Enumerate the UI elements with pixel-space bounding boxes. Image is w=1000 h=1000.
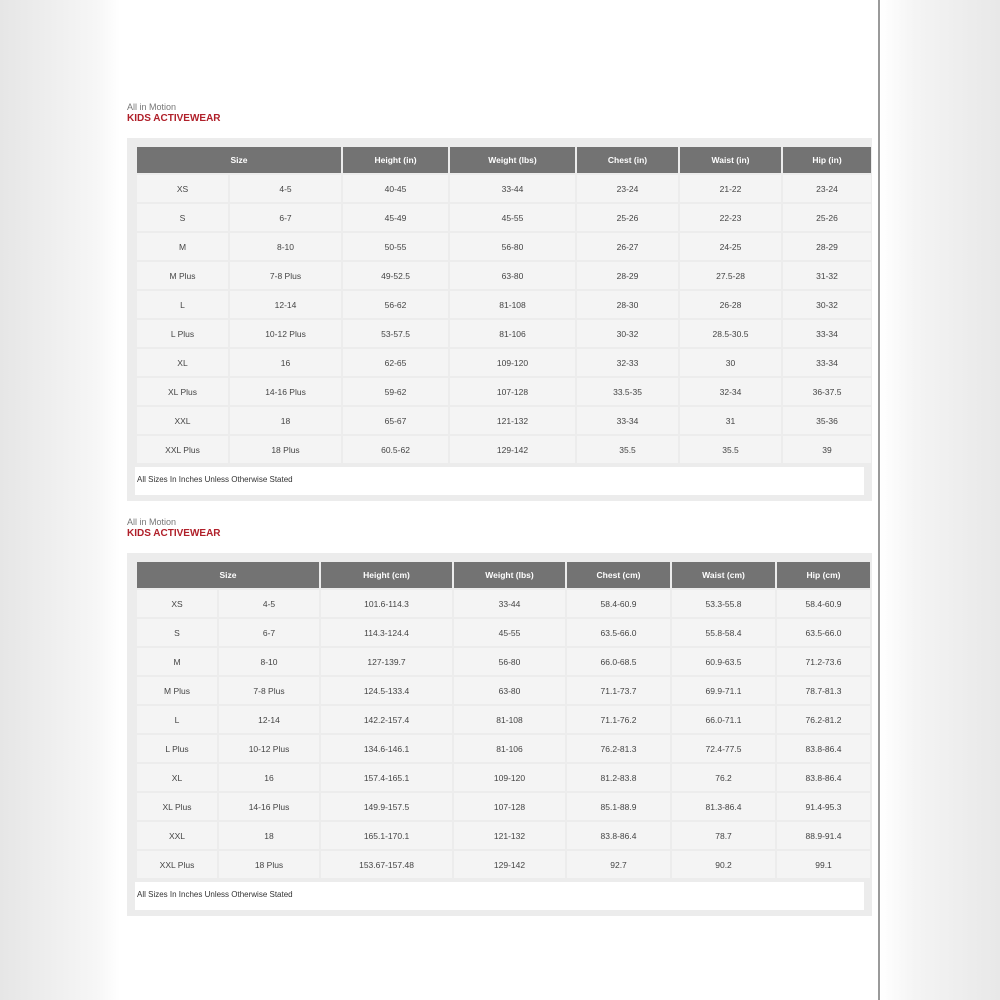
cell-waist: 69.9-71.1 bbox=[672, 677, 775, 704]
cell-size: XXL bbox=[137, 822, 217, 849]
cell-waist: 90.2 bbox=[672, 851, 775, 878]
cell-weight: 81-106 bbox=[450, 320, 575, 347]
cell-hip: 33-34 bbox=[783, 320, 871, 347]
cell-weight: 56-80 bbox=[450, 233, 575, 260]
size-chart-centimeters bbox=[127, 517, 872, 916]
cell-waist: 22-23 bbox=[680, 204, 781, 231]
cell-hip: 31-32 bbox=[783, 262, 871, 289]
cell-waist: 28.5-30.5 bbox=[680, 320, 781, 347]
cell-waist: 31 bbox=[680, 407, 781, 434]
cell-hip: 76.2-81.2 bbox=[777, 706, 870, 733]
cell-weight: 109-120 bbox=[450, 349, 575, 376]
cell-age: 8-10 bbox=[230, 233, 341, 260]
cell-weight: 45-55 bbox=[454, 619, 565, 646]
table-row bbox=[137, 822, 870, 849]
cell-chest: 28-29 bbox=[577, 262, 678, 289]
cell-size: M bbox=[137, 233, 228, 260]
cell-height: 53-57.5 bbox=[343, 320, 448, 347]
size-table-panel bbox=[127, 553, 872, 916]
cell-weight: 33-44 bbox=[454, 590, 565, 617]
header-size: Size bbox=[137, 147, 341, 173]
cell-age: 10-12 Plus bbox=[230, 320, 341, 347]
cell-size: M Plus bbox=[137, 677, 217, 704]
cell-hip: 71.2-73.6 bbox=[777, 648, 870, 675]
cell-waist: 27.5-28 bbox=[680, 262, 781, 289]
cell-waist: 66.0-71.1 bbox=[672, 706, 775, 733]
brand-name: All in Motion bbox=[127, 102, 177, 112]
cell-chest: 85.1-88.9 bbox=[567, 793, 670, 820]
cell-size: M bbox=[137, 648, 217, 675]
table-row bbox=[137, 175, 871, 202]
page-edge-divider bbox=[878, 0, 880, 1000]
cell-age: 18 bbox=[230, 407, 341, 434]
cell-waist: 81.3-86.4 bbox=[672, 793, 775, 820]
cell-hip: 83.8-86.4 bbox=[777, 735, 870, 762]
table-row bbox=[137, 590, 870, 617]
cell-chest: 66.0-68.5 bbox=[567, 648, 670, 675]
header-weight: Weight (lbs) bbox=[450, 147, 575, 173]
cell-chest: 83.8-86.4 bbox=[567, 822, 670, 849]
cell-chest: 33-34 bbox=[577, 407, 678, 434]
table-row bbox=[137, 378, 871, 405]
header-chest: Chest (in) bbox=[577, 147, 678, 173]
size-table-panel bbox=[127, 138, 872, 501]
cell-weight: 81-108 bbox=[450, 291, 575, 318]
cell-waist: 32-34 bbox=[680, 378, 781, 405]
cell-chest: 32-33 bbox=[577, 349, 678, 376]
cell-hip: 58.4-60.9 bbox=[777, 590, 870, 617]
cell-weight: 81-106 bbox=[454, 735, 565, 762]
table-row bbox=[137, 851, 870, 878]
cell-hip: 28-29 bbox=[783, 233, 871, 260]
cell-size: XL Plus bbox=[137, 793, 217, 820]
cell-size: XS bbox=[137, 590, 217, 617]
cell-height: 60.5-62 bbox=[343, 436, 448, 463]
header-hip: Hip (in) bbox=[783, 147, 871, 173]
cell-age: 14-16 Plus bbox=[219, 793, 319, 820]
cell-size: L bbox=[137, 706, 217, 733]
cell-chest: 35.5 bbox=[577, 436, 678, 463]
cell-chest: 71.1-73.7 bbox=[567, 677, 670, 704]
cell-chest: 25-26 bbox=[577, 204, 678, 231]
cell-waist: 30 bbox=[680, 349, 781, 376]
cell-hip: 39 bbox=[783, 436, 871, 463]
cell-chest: 23-24 bbox=[577, 175, 678, 202]
size-table bbox=[135, 145, 873, 465]
table-row bbox=[137, 320, 871, 347]
cell-age: 4-5 bbox=[230, 175, 341, 202]
cell-age: 10-12 Plus bbox=[219, 735, 319, 762]
cell-size: XS bbox=[137, 175, 228, 202]
cell-hip: 99.1 bbox=[777, 851, 870, 878]
cell-chest: 33.5-35 bbox=[577, 378, 678, 405]
cell-height: 157.4-165.1 bbox=[321, 764, 452, 791]
cell-age: 12-14 bbox=[230, 291, 341, 318]
table-row bbox=[137, 349, 871, 376]
cell-chest: 26-27 bbox=[577, 233, 678, 260]
cell-weight: 107-128 bbox=[454, 793, 565, 820]
cell-waist: 21-22 bbox=[680, 175, 781, 202]
cell-height: 62-65 bbox=[343, 349, 448, 376]
table-footnote: All Sizes In Inches Unless Otherwise Stated bbox=[135, 882, 864, 910]
cell-weight: 81-108 bbox=[454, 706, 565, 733]
cell-weight: 129-142 bbox=[454, 851, 565, 878]
table-row bbox=[137, 648, 870, 675]
cell-hip: 23-24 bbox=[783, 175, 871, 202]
brand-name: All in Motion bbox=[127, 517, 177, 527]
header-height: Height (cm) bbox=[321, 562, 452, 588]
header-weight: Weight (lbs) bbox=[454, 562, 565, 588]
table-row bbox=[137, 677, 870, 704]
cell-weight: 63-80 bbox=[454, 677, 565, 704]
cell-hip: 91.4-95.3 bbox=[777, 793, 870, 820]
cell-size: S bbox=[137, 619, 217, 646]
cell-age: 7-8 Plus bbox=[230, 262, 341, 289]
cell-height: 142.2-157.4 bbox=[321, 706, 452, 733]
cell-chest: 30-32 bbox=[577, 320, 678, 347]
cell-age: 16 bbox=[219, 764, 319, 791]
cell-age: 4-5 bbox=[219, 590, 319, 617]
cell-height: 49-52.5 bbox=[343, 262, 448, 289]
cell-chest: 71.1-76.2 bbox=[567, 706, 670, 733]
cell-weight: 121-132 bbox=[450, 407, 575, 434]
cell-size: M Plus bbox=[137, 262, 228, 289]
header-height: Height (in) bbox=[343, 147, 448, 173]
cell-age: 12-14 bbox=[219, 706, 319, 733]
cell-size: XXL Plus bbox=[137, 436, 228, 463]
table-row bbox=[137, 436, 871, 463]
table-header-row bbox=[137, 562, 870, 588]
cell-size: S bbox=[137, 204, 228, 231]
cell-height: 50-55 bbox=[343, 233, 448, 260]
cell-chest: 92.7 bbox=[567, 851, 670, 878]
cell-hip: 88.9-91.4 bbox=[777, 822, 870, 849]
cell-height: 134.6-146.1 bbox=[321, 735, 452, 762]
cell-waist: 55.8-58.4 bbox=[672, 619, 775, 646]
cell-waist: 60.9-63.5 bbox=[672, 648, 775, 675]
cell-waist: 76.2 bbox=[672, 764, 775, 791]
cell-weight: 56-80 bbox=[454, 648, 565, 675]
table-row bbox=[137, 619, 870, 646]
cell-weight: 63-80 bbox=[450, 262, 575, 289]
cell-height: 56-62 bbox=[343, 291, 448, 318]
cell-chest: 58.4-60.9 bbox=[567, 590, 670, 617]
cell-size: XXL bbox=[137, 407, 228, 434]
table-row bbox=[137, 233, 871, 260]
cell-hip: 83.8-86.4 bbox=[777, 764, 870, 791]
cell-height: 165.1-170.1 bbox=[321, 822, 452, 849]
cell-hip: 33-34 bbox=[783, 349, 871, 376]
table-body bbox=[137, 590, 870, 878]
cell-hip: 25-26 bbox=[783, 204, 871, 231]
cell-hip: 30-32 bbox=[783, 291, 871, 318]
cell-height: 45-49 bbox=[343, 204, 448, 231]
cell-age: 6-7 bbox=[219, 619, 319, 646]
cell-size: L bbox=[137, 291, 228, 318]
cell-size: XL bbox=[137, 349, 228, 376]
table-header-row bbox=[137, 147, 871, 173]
cell-age: 18 bbox=[219, 822, 319, 849]
table-body bbox=[137, 175, 871, 463]
cell-waist: 72.4-77.5 bbox=[672, 735, 775, 762]
cell-weight: 107-128 bbox=[450, 378, 575, 405]
header-chest: Chest (cm) bbox=[567, 562, 670, 588]
cell-height: 149.9-157.5 bbox=[321, 793, 452, 820]
cell-age: 16 bbox=[230, 349, 341, 376]
left-margin-background bbox=[0, 0, 120, 1000]
cell-waist: 53.3-55.8 bbox=[672, 590, 775, 617]
cell-height: 153.67-157.48 bbox=[321, 851, 452, 878]
cell-hip: 63.5-66.0 bbox=[777, 619, 870, 646]
cell-chest: 76.2-81.3 bbox=[567, 735, 670, 762]
cell-size: XL bbox=[137, 764, 217, 791]
cell-size: XXL Plus bbox=[137, 851, 217, 878]
cell-chest: 81.2-83.8 bbox=[567, 764, 670, 791]
cell-height: 124.5-133.4 bbox=[321, 677, 452, 704]
cell-height: 114.3-124.4 bbox=[321, 619, 452, 646]
table-row bbox=[137, 291, 871, 318]
cell-waist: 24-25 bbox=[680, 233, 781, 260]
chart-heading: KIDS ACTIVEWEAR bbox=[127, 113, 221, 124]
cell-height: 59-62 bbox=[343, 378, 448, 405]
cell-waist: 78.7 bbox=[672, 822, 775, 849]
cell-waist: 26-28 bbox=[680, 291, 781, 318]
cell-size: L Plus bbox=[137, 320, 228, 347]
cell-age: 7-8 Plus bbox=[219, 677, 319, 704]
cell-size: L Plus bbox=[137, 735, 217, 762]
table-row bbox=[137, 407, 871, 434]
cell-weight: 33-44 bbox=[450, 175, 575, 202]
header-size: Size bbox=[137, 562, 319, 588]
size-table bbox=[135, 560, 872, 880]
cell-age: 8-10 bbox=[219, 648, 319, 675]
cell-waist: 35.5 bbox=[680, 436, 781, 463]
cell-chest: 63.5-66.0 bbox=[567, 619, 670, 646]
cell-weight: 45-55 bbox=[450, 204, 575, 231]
header-hip: Hip (cm) bbox=[777, 562, 870, 588]
chart-heading: KIDS ACTIVEWEAR bbox=[127, 528, 221, 539]
cell-height: 127-139.7 bbox=[321, 648, 452, 675]
table-footnote: All Sizes In Inches Unless Otherwise Stated bbox=[135, 467, 864, 495]
header-waist: Waist (in) bbox=[680, 147, 781, 173]
table-row bbox=[137, 735, 870, 762]
table-row bbox=[137, 262, 871, 289]
cell-chest: 28-30 bbox=[577, 291, 678, 318]
cell-hip: 35-36 bbox=[783, 407, 871, 434]
header-waist: Waist (cm) bbox=[672, 562, 775, 588]
size-chart-inches bbox=[127, 102, 872, 501]
table-row bbox=[137, 204, 871, 231]
cell-age: 6-7 bbox=[230, 204, 341, 231]
cell-size: XL Plus bbox=[137, 378, 228, 405]
cell-height: 65-67 bbox=[343, 407, 448, 434]
table-row bbox=[137, 793, 870, 820]
cell-height: 101.6-114.3 bbox=[321, 590, 452, 617]
cell-weight: 109-120 bbox=[454, 764, 565, 791]
cell-hip: 36-37.5 bbox=[783, 378, 871, 405]
table-row bbox=[137, 706, 870, 733]
cell-height: 40-45 bbox=[343, 175, 448, 202]
cell-weight: 121-132 bbox=[454, 822, 565, 849]
cell-age: 18 Plus bbox=[219, 851, 319, 878]
cell-hip: 78.7-81.3 bbox=[777, 677, 870, 704]
cell-weight: 129-142 bbox=[450, 436, 575, 463]
table-row bbox=[137, 764, 870, 791]
right-margin-background bbox=[880, 0, 1000, 1000]
cell-age: 18 Plus bbox=[230, 436, 341, 463]
cell-age: 14-16 Plus bbox=[230, 378, 341, 405]
